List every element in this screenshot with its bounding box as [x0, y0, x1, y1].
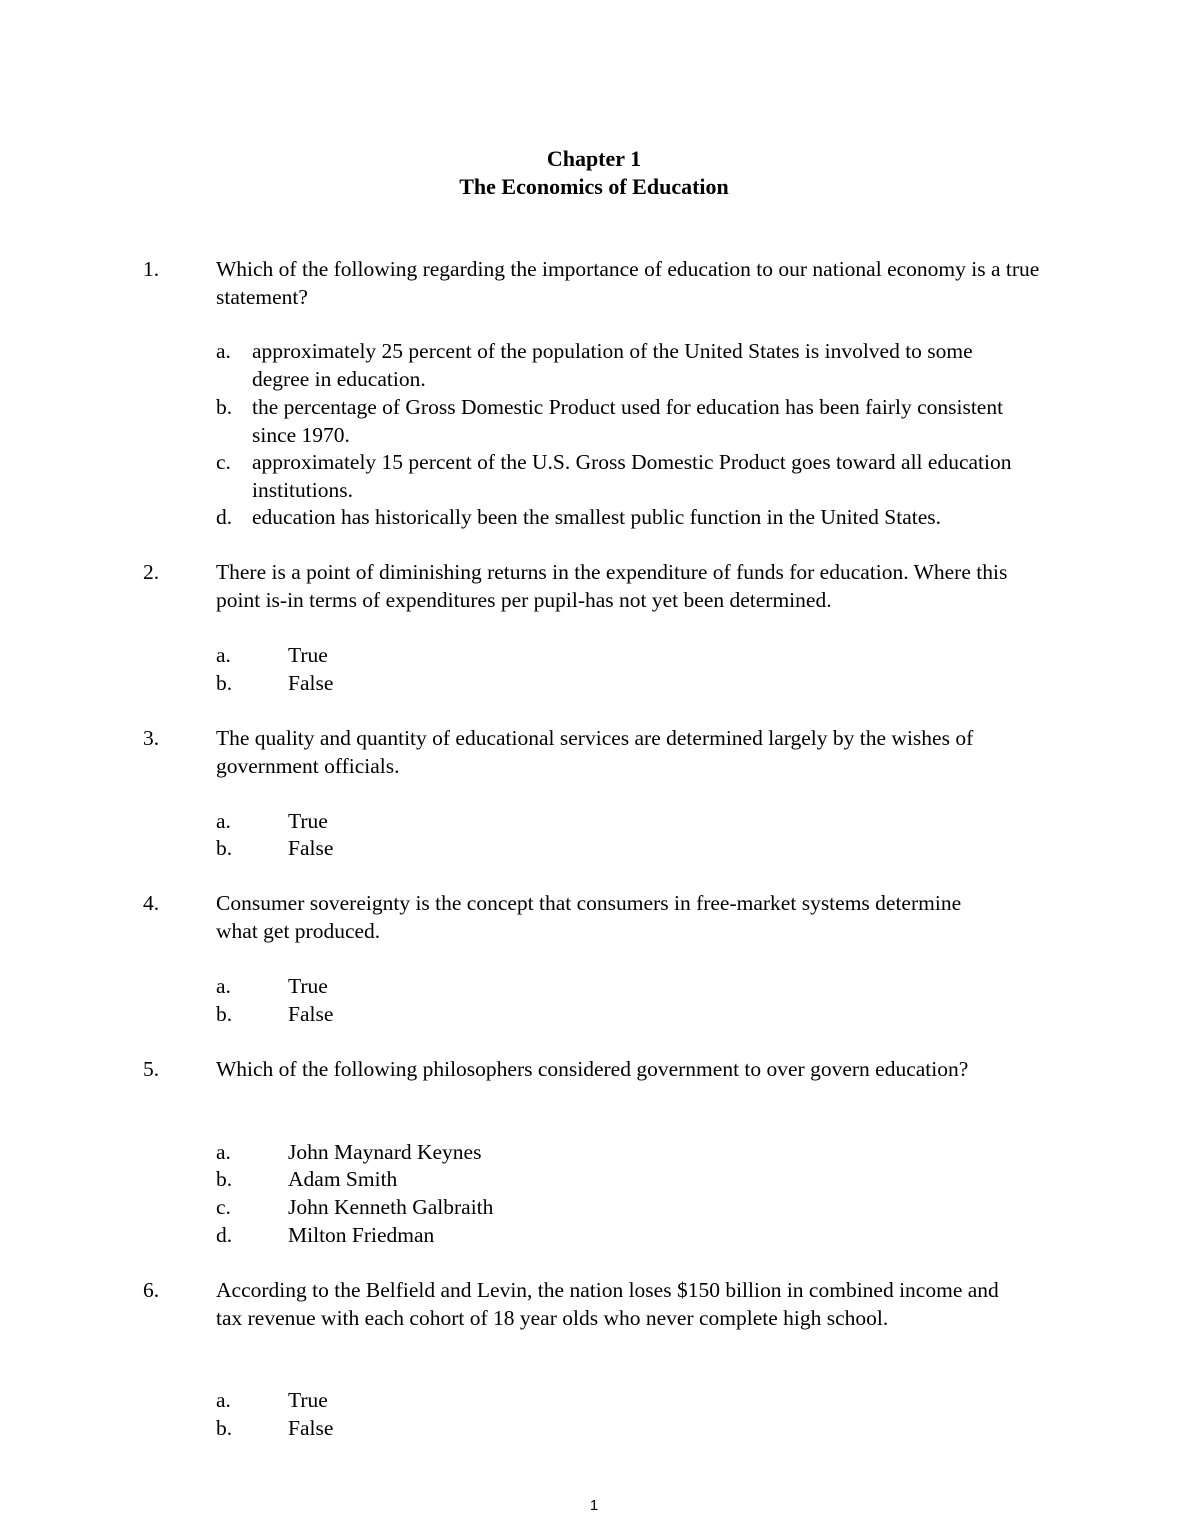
question-text: There is a point of diminishing returns in the expenditure of funds for education. Where this point is-in terms of expenditures per pupil-has not yet been determined.	[216, 560, 1008, 612]
option-letter: b.	[216, 1416, 233, 1440]
option-text: the percentage of Gross Domestic Product used for education has been fairly consistent since 1970.	[252, 395, 1004, 447]
option-text: True	[288, 1388, 328, 1412]
option-text: John Maynard Keynes	[288, 1140, 482, 1164]
option-text: True	[288, 974, 328, 998]
option-text: approximately 25 percent of the population of the United States is involved to some degree in education.	[252, 339, 973, 391]
chapter-title: The Economics of Education	[459, 174, 729, 199]
page-number: 1	[589, 1497, 599, 1514]
question-number: 3.	[143, 726, 160, 750]
option-text: Milton Friedman	[288, 1223, 435, 1247]
option-letter: a.	[216, 1388, 231, 1412]
option-text: False	[288, 836, 334, 860]
option-letter: a.	[216, 339, 231, 363]
option-letter: b.	[216, 1167, 233, 1191]
option-text: False	[288, 1416, 334, 1440]
option-letter: c.	[216, 1195, 231, 1219]
question-number: 5.	[143, 1057, 160, 1081]
chapter-heading: Chapter 1	[546, 146, 642, 171]
option-letter: d.	[216, 505, 233, 529]
question-text: Consumer sovereignty is the concept that consumers in free-market systems determine what get produced.	[216, 891, 962, 943]
option-text: Adam Smith	[288, 1167, 398, 1191]
option-text: education has historically been the smallest public function in the United States.	[252, 505, 942, 529]
option-letter: a.	[216, 809, 231, 833]
question-text: Which of the following philosophers considered government to over govern education?	[216, 1057, 969, 1081]
option-letter: b.	[216, 395, 233, 419]
question-number: 2.	[143, 560, 160, 584]
option-letter: a.	[216, 1140, 231, 1164]
option-letter: c.	[216, 450, 231, 474]
option-text: True	[288, 809, 328, 833]
option-letter: d.	[216, 1223, 233, 1247]
option-letter: a.	[216, 974, 231, 998]
question-text: Which of the following regarding the importance of education to our national economy is a true statement?	[216, 257, 1040, 309]
option-text: False	[288, 671, 334, 695]
option-letter: b.	[216, 671, 233, 695]
option-letter: b.	[216, 1002, 233, 1026]
question-number: 1.	[143, 257, 160, 281]
question-text: The quality and quantity of educational services are determined largely by the wishes of government officials.	[216, 726, 974, 778]
option-letter: b.	[216, 836, 233, 860]
question-text: According to the Belfield and Levin, the nation loses $150 billion in combined income and tax revenue with each cohort of 18 year olds who never complete high school.	[216, 1278, 999, 1330]
question-number: 4.	[143, 891, 160, 915]
option-letter: a.	[216, 643, 231, 667]
option-text: False	[288, 1002, 334, 1026]
option-text: approximately 15 percent of the U.S. Gross Domestic Product goes toward all education institutions.	[252, 450, 1012, 502]
question-number: 6.	[143, 1278, 160, 1302]
option-text: John Kenneth Galbraith	[288, 1195, 494, 1219]
option-text: True	[288, 643, 328, 667]
